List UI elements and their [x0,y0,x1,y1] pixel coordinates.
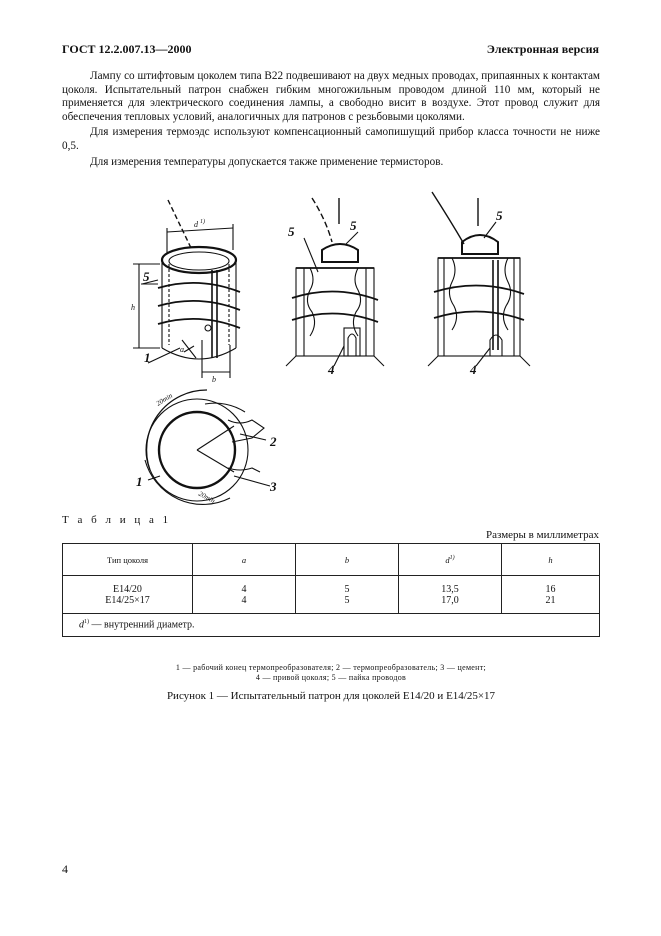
body-text [62,70,600,171]
table-header-row [63,544,600,576]
legend-line: 1 — рабочий конец термопреобразователя; 2 — термопреобразователь; 3 — цемент; [175,663,487,672]
header-d-sup: 1) [449,554,455,561]
figure-1-drawing [0,180,661,510]
table-units: Размеры в миллиметрах [486,529,599,541]
label-1: 1 [144,350,151,365]
dim-a: a [180,345,184,354]
header-type: Тип цоколя [63,544,193,576]
header-d [399,544,502,576]
header-h: h [502,544,600,576]
label-3: 3 [270,479,277,494]
page-number: 4 [62,862,68,876]
table-note [63,614,600,637]
label-2: 2 [270,434,277,449]
figure-legend [62,663,600,683]
table-title: Т а б л и ц а 1 [62,514,172,526]
dim-min-top: 20min [154,391,174,408]
paragraph: Лампу со штифтовым цоколем типа В22 подвешивают на двух медных проводах, припаянных к контактам цоколя. Испытательный патрон снабжен гибким многожильным проводом длиной 110 мм, который не применяется для электрического соединения лампы, а свободно висит в воздухе. Этот провод служит для обеспечения тепловых условий, аналогичных для патронов с резьбовыми цоколями. [62,70,600,123]
note-sup: 1) [84,619,89,626]
table-row [63,576,600,614]
label-5: 5 [288,224,295,239]
label-4: 4 [328,362,335,377]
legend-line: 4 — привой цоколя; 5 — пайка проводов [255,673,407,682]
note-symbol: d [79,619,84,631]
dim-min-bottom: 20min [197,489,217,505]
dim-d-sup: 1) [200,219,205,225]
edition-label: Электронная версия [486,42,599,56]
header-d-symbol: d [445,554,450,565]
header-a: a [193,544,296,576]
label-5: 5 [143,269,150,284]
note-text: — внутренний диаметр. [89,619,195,631]
dim-h: h [131,303,135,312]
table-note-row [63,614,600,637]
dim-d: d [194,220,198,229]
cell-d: 13,5 17,0 [399,576,502,614]
cell-b: 5 5 [296,576,399,614]
label-4: 4 [470,362,477,377]
cell-type: Е14/20 Е14/25×17 [63,576,193,614]
label-1: 1 [136,474,143,489]
dimensions-table [62,543,600,637]
header-b: b [296,544,399,576]
cell-h: 16 21 [502,576,600,614]
paragraph: Для измерения температуры допускается также применение термисторов. [90,155,444,168]
cell-a: 4 4 [193,576,296,614]
label-5: 5 [350,218,357,233]
standard-number: ГОСТ 12.2.007.13—2000 [62,42,192,56]
figure-caption: Рисунок 1 — Испытательный патрон для цоколей Е14/20 и Е14/25×17 [166,690,496,702]
label-5: 5 [496,208,503,223]
paragraph: Для измерения термоэдс используют компенсационный самопишущий прибор класса точности не ниже 0,5. [62,126,600,152]
dim-b: b [212,375,216,384]
